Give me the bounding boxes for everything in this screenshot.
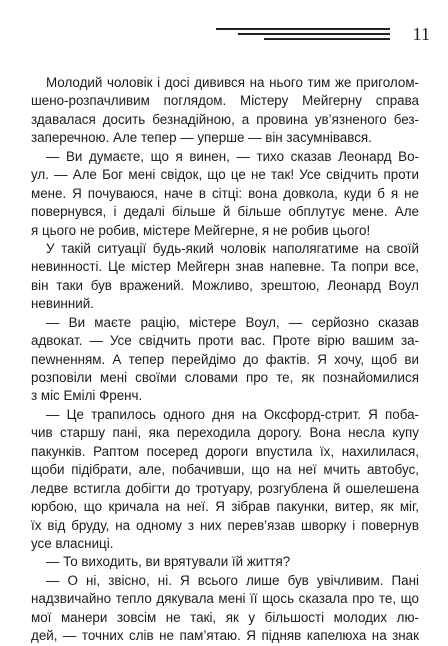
- text-line: шено-розпачливим поглядом. Містеру Мейгерну справа: [31, 93, 419, 109]
- text-line: невинності. Це містер Мейгерн знав напевне. Та попри все,: [31, 259, 419, 275]
- text-line: ул. — Але Бог мені свідок, що це не так! Усе свідчить проти: [31, 167, 419, 183]
- text-line: пewненням. А тепер перейдімо до фактів. Я хочу, щоб ви: [31, 351, 419, 367]
- page-number: 11: [412, 24, 430, 44]
- text-line: усе власниці.: [31, 535, 114, 551]
- text-line: — То виходить, ви врятували їй життя?: [46, 554, 291, 570]
- text-line: юрбою, що кричала на неї. Я зібрав пакунки, витер, як міг,: [31, 499, 419, 515]
- text-line: пакунків. Раптом посеред дороги впустила їх, нахилилася,: [31, 443, 419, 459]
- text-line: — Це трапилось одного дня на Оксфорд-стрит. Я поба-: [46, 406, 419, 422]
- header-rule: [264, 38, 390, 40]
- text-line: ледве встигла добігти до тротуару, розгублена й ошелешена: [31, 480, 419, 496]
- text-line: я цього не робив, містере Мейгерне, я не робив цього!: [31, 222, 371, 238]
- text-line: повернувся, і дедалі більше й більше обплутує мене. Але: [31, 204, 419, 220]
- text-line: невинний.: [31, 296, 94, 312]
- text-line: мої манери зовсім не такі, як у більшості молодих лю-: [31, 609, 419, 625]
- text-line: надзвичайно тепло дякувала мені її щось сказала про те, що: [31, 591, 419, 607]
- text-line: Молодий чоловік і досі дивився на нього тим же приголом-: [46, 75, 419, 90]
- header-rule: [238, 33, 390, 35]
- text-line: — О ні, звісно, ні. Я всього лише був увічливим. Пані: [46, 572, 419, 588]
- page-header: [216, 22, 432, 46]
- header-decorative-rules: [216, 28, 390, 42]
- text-line: мене. Я почуваюся, наче в сітці: вона довкола, куди б я не: [31, 185, 419, 201]
- text-line: — Ви думаєте, що я винен, — тихо сказав Леонард Во-: [46, 148, 419, 164]
- text-line: він таки був вражений. Можливо, зрештою, Леонард Воул: [31, 277, 419, 293]
- text-line: У такій ситуації будь-який чоловік наполягатиме на своїй: [46, 240, 419, 256]
- text-line: з міс Емілі Френч.: [31, 388, 143, 404]
- text-line: адвокат. — Усе свідчить проти вас. Проте вірю вашим за-: [31, 333, 419, 349]
- text-line: щоби підібрати, але, побачивши, що на неї мчить автобус,: [31, 462, 419, 478]
- text-line: чив старшу пані, яка переходила дорогу. Вона несла купу: [31, 425, 419, 441]
- text-line: розповіли мені своїми словами про те, як познайомилися: [31, 370, 419, 385]
- header-rule: [216, 28, 390, 30]
- text-line: дей, — точних слів не пам’ятаю. Я підняв капелюха на знак: [31, 628, 419, 644]
- text-line: їх від бруду, на одному з них перев’язав шворку і повернув: [31, 517, 419, 533]
- body-text: [31, 74, 419, 646]
- text-line: здавалася досить безнадійною, а провина ув’язненого без-: [31, 111, 419, 127]
- text-line: — Ви маєте рацію, містере Воул, — серйозно сказав: [46, 314, 419, 330]
- text-line: заперечною. Але тепер — уперше — він засумнівався.: [31, 130, 372, 146]
